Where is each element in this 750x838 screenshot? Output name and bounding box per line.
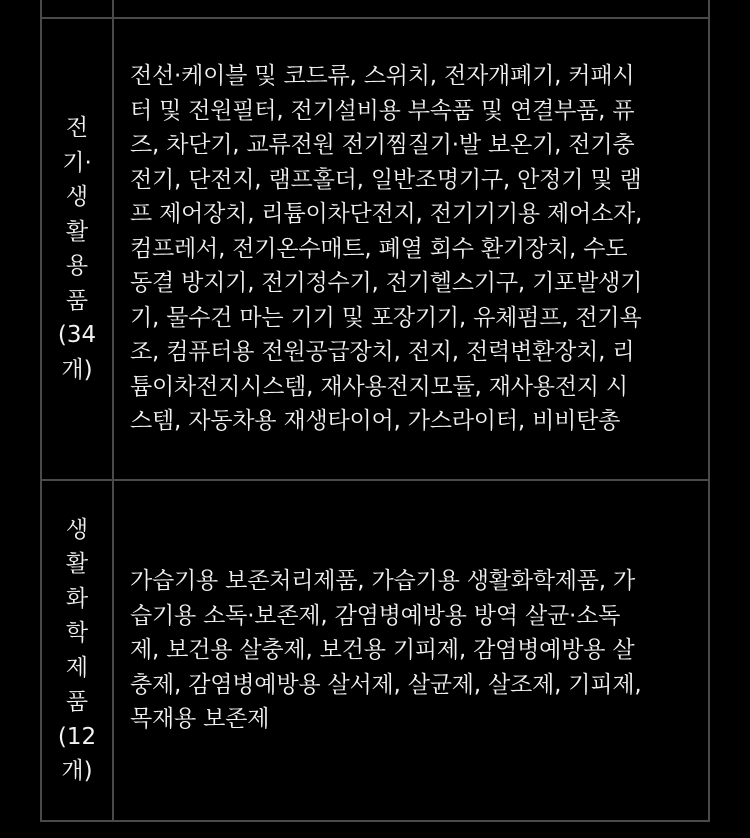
category-line: 용 (65, 253, 89, 279)
category-line: 품 (65, 689, 89, 715)
items-line: 동결 방지기, 전기정수기, 전기헬스기구, 기포발생기 (130, 270, 643, 297)
items-line: 튬이차전지시스템, 재사용전지모듈, 재사용전지 시 (130, 373, 628, 400)
category-line: (34 (57, 322, 97, 348)
category-line: 활 (65, 551, 89, 577)
table-border-right (708, 0, 710, 822)
items-line: 전기, 단전지, 램프홀더, 일반조명기구, 안정기 및 램 (130, 166, 642, 193)
category-line: 학 (65, 620, 89, 646)
category-line: 제 (65, 654, 89, 681)
items-line: 목재용 보존제 (130, 706, 270, 733)
items-cell-electrical (114, 19, 708, 479)
category-cell-electrical (42, 19, 112, 479)
items-line: 가습기용 보존처리제품, 가습기용 생활화학제품, 가 (130, 568, 636, 595)
items-line: 충제, 감염병예방용 살서제, 살균제, 살조제, 기피제, (130, 671, 642, 698)
table-border-bottom (40, 820, 710, 822)
items-line: 습기용 소독·보존제, 감염병예방용 방역 살균·소독 (130, 602, 621, 629)
items-line: 조, 컴퓨터용 전원공급장치, 전지, 전력변환장치, 리 (130, 339, 635, 366)
category-line: 생 (65, 516, 89, 543)
category-line: 품 (65, 287, 89, 314)
items-cell-chemical (114, 481, 708, 820)
category-line: 화 (65, 585, 89, 612)
category-line: 생 (65, 184, 89, 210)
items-line: 컴프레서, 전기온수매트, 폐열 회수 환기장치, 수도 (130, 235, 628, 262)
category-line: (12 (57, 723, 97, 750)
items-line: 제, 보건용 살충제, 보건용 기피제, 감염병예방용 살 (130, 637, 635, 664)
items-line: 즈, 차단기, 교류전원 전기찜질기·발 보온기, 전기충 (130, 132, 635, 159)
category-line: 기· (62, 149, 92, 176)
items-line: 기, 물수건 마는 기기 및 포장기기, 유체펌프, 전기욕 (130, 304, 642, 331)
items-line: 전선·케이블 및 코드류, 스위치, 전자개폐기, 커패시 (130, 63, 635, 90)
items-line: 프 제어장치, 리튬이차단전지, 전기기기용 제어소자, (130, 201, 643, 228)
category-line: 전 (65, 115, 89, 141)
items-line: 터 및 전원필터, 전기설비용 부속품 및 연결부품, 퓨 (130, 97, 635, 124)
category-line: 개) (61, 356, 93, 383)
category-line: 개) (61, 758, 93, 784)
items-line: 스템, 자동차용 재생타이어, 가스라이터, 비비탄총 (130, 408, 621, 435)
category-cell-chemical (42, 481, 112, 820)
category-line: 활 (65, 218, 89, 245)
